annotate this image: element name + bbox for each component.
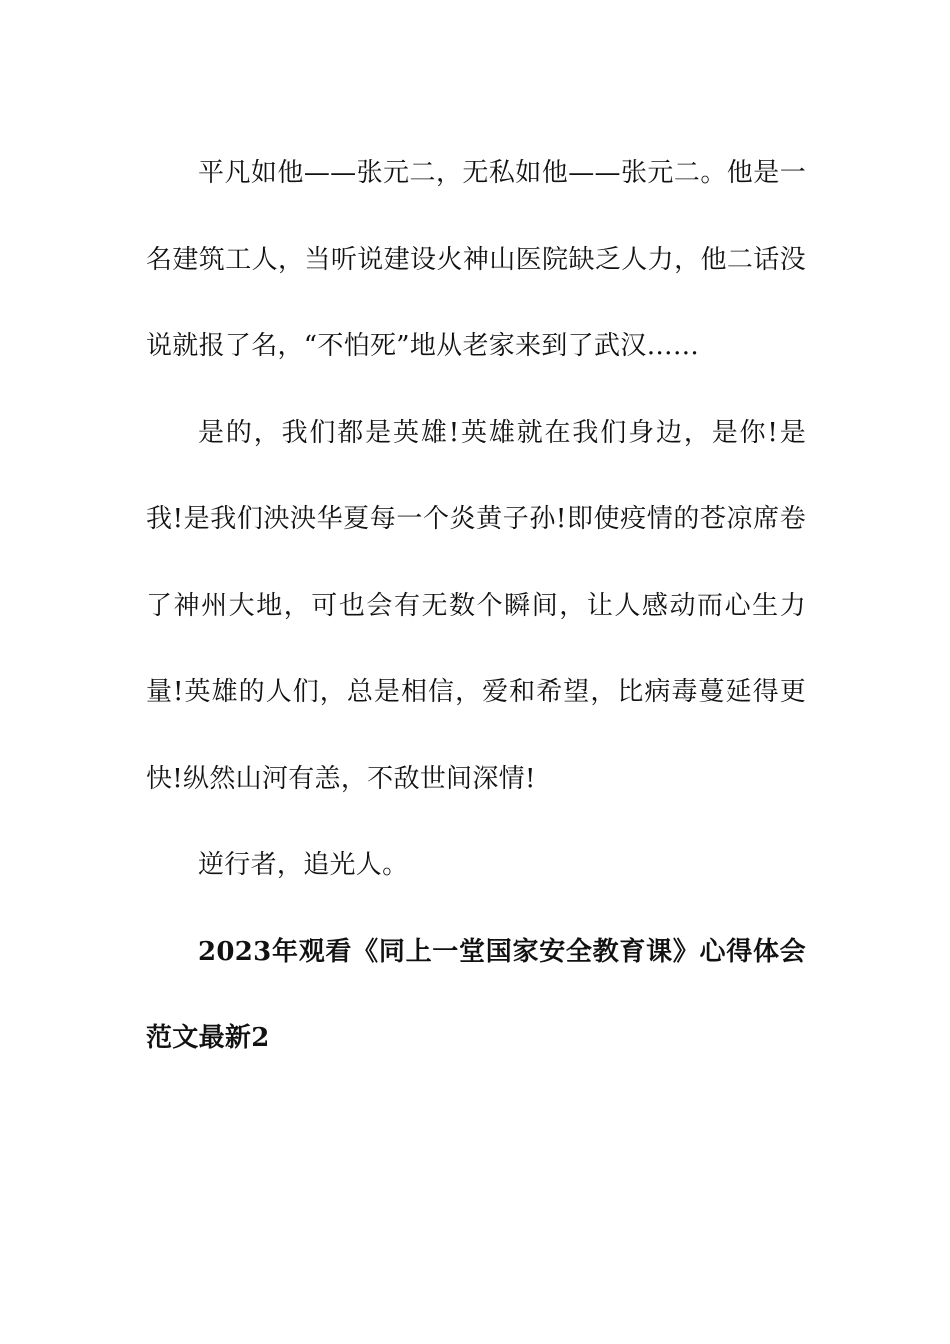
paragraph-zhang-yuaner: 平凡如他——张元二，无私如他——张元二。他是一名建筑工人，当听说建设火神山医院缺乏人力，他二话没说就报了名，“不怕死”地从老家来到了武汉…… — [146, 158, 806, 361]
document-body — [146, 130, 806, 1082]
section-heading: 2023年观看《同上一堂国家安全教育课》心得体会范文最新2 — [146, 936, 806, 1053]
paragraph-retrograde: 逆行者，追光人。 — [198, 850, 409, 880]
paragraph-heroes: 是的，我们都是英雄!英雄就在我们身边，是你!是我!是我们泱泱华夏每一个炎黄子孙!即使疫情的苍凉席卷了神州大地，可也会有无数个瞬间，让人感动而心生力量!英雄的人们，总是相信，爱和希望，比病毒蔓延得更快!纵然山河有恙，不敌世间深情! — [146, 417, 806, 794]
